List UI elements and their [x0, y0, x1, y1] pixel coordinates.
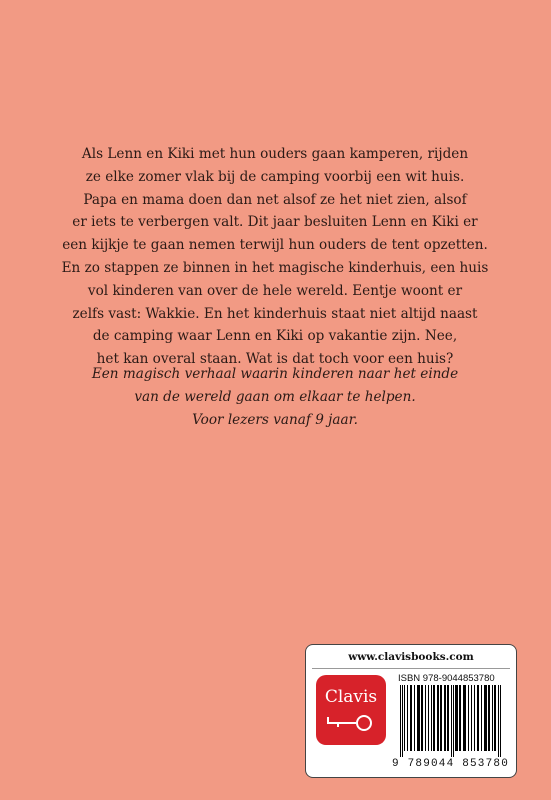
barcode-panel	[305, 644, 517, 778]
barcode-bar	[492, 685, 493, 751]
publisher-name: Clavis	[324, 687, 378, 707]
barcode-bar	[417, 685, 420, 751]
blurb-line: Papa en mama doen dan net alsof ze het niet zien, alsof	[83, 191, 467, 208]
barcode-bar	[463, 685, 466, 751]
barcode-bar	[471, 685, 472, 751]
barcode-bar	[407, 685, 408, 751]
barcode-bar	[488, 685, 490, 751]
tagline-line: Voor lezers vanaf 9 jaar.	[192, 411, 358, 428]
barcode-bar	[447, 685, 449, 751]
barcode-bar	[410, 685, 412, 751]
barcode-bar	[481, 685, 482, 751]
barcode-bar	[451, 685, 452, 757]
barcode-bar	[444, 685, 446, 751]
back-cover-blurb	[60, 143, 490, 371]
barcode-bar	[498, 685, 499, 757]
publisher-website: www.clavisbooks.com	[348, 651, 474, 663]
blurb-line: En zo stappen ze binnen in het magische kinderhuis, een huis	[61, 259, 489, 276]
barcode-bar	[402, 685, 403, 757]
barcode-bar	[414, 685, 415, 751]
blurb-line: ze elke zomer vlak bij de camping voorbij een wit huis.	[85, 168, 465, 185]
barcode	[398, 685, 510, 757]
isbn-digits: 9 789044 853780	[392, 758, 510, 770]
blurb-line: de camping waar Lenn en Kiki op vakantie zijn. Nee,	[92, 328, 458, 345]
publisher-logo	[316, 675, 386, 745]
divider	[312, 668, 510, 669]
blurb-line: het kan overal staan. Wat is dat toch voor een huis?	[96, 351, 454, 368]
barcode-bar	[468, 685, 469, 751]
barcode-bar	[477, 685, 479, 751]
barcode-bar	[500, 685, 501, 757]
isbn-label: ISBN 978-9044853780	[398, 673, 495, 684]
barcode-bar	[421, 685, 423, 751]
barcode-bar	[484, 685, 487, 751]
tagline-line: van de wereld gaan om elkaar te helpen.	[134, 388, 416, 405]
blurb-line: zelfs vast: Wakkie. En het kinderhuis staat niet altijd naast	[72, 305, 478, 322]
barcode-bar	[455, 685, 458, 751]
blurb-line: er iets te verbergen valt. Dit jaar besluiten Lenn en Kiki er	[72, 214, 478, 231]
barcode-bar	[431, 685, 432, 751]
barcode-bar	[494, 685, 496, 751]
tagline-line: Een magisch verhaal waarin kinderen naar het einde	[91, 366, 459, 382]
barcode-bar	[404, 685, 405, 751]
tagline	[60, 363, 490, 431]
barcode-bar	[440, 685, 442, 751]
barcode-bar	[459, 685, 461, 751]
barcode-bar	[474, 685, 475, 751]
barcode-bar	[433, 685, 435, 751]
barcode-bar	[425, 685, 426, 751]
barcode-bar	[400, 685, 401, 757]
barcode-bar	[453, 685, 454, 757]
barcode-bar	[428, 685, 429, 751]
blurb-line: een kijkje te gaan nemen terwijl hun ouders de tent opzetten.	[62, 237, 488, 254]
key-icon	[326, 713, 376, 735]
blurb-line: Als Lenn en Kiki met hun ouders gaan kamperen, rijden	[81, 146, 469, 162]
blurb-line: vol kinderen van over de hele wereld. Eentje woont er	[87, 282, 463, 299]
barcode-bar	[437, 685, 439, 751]
